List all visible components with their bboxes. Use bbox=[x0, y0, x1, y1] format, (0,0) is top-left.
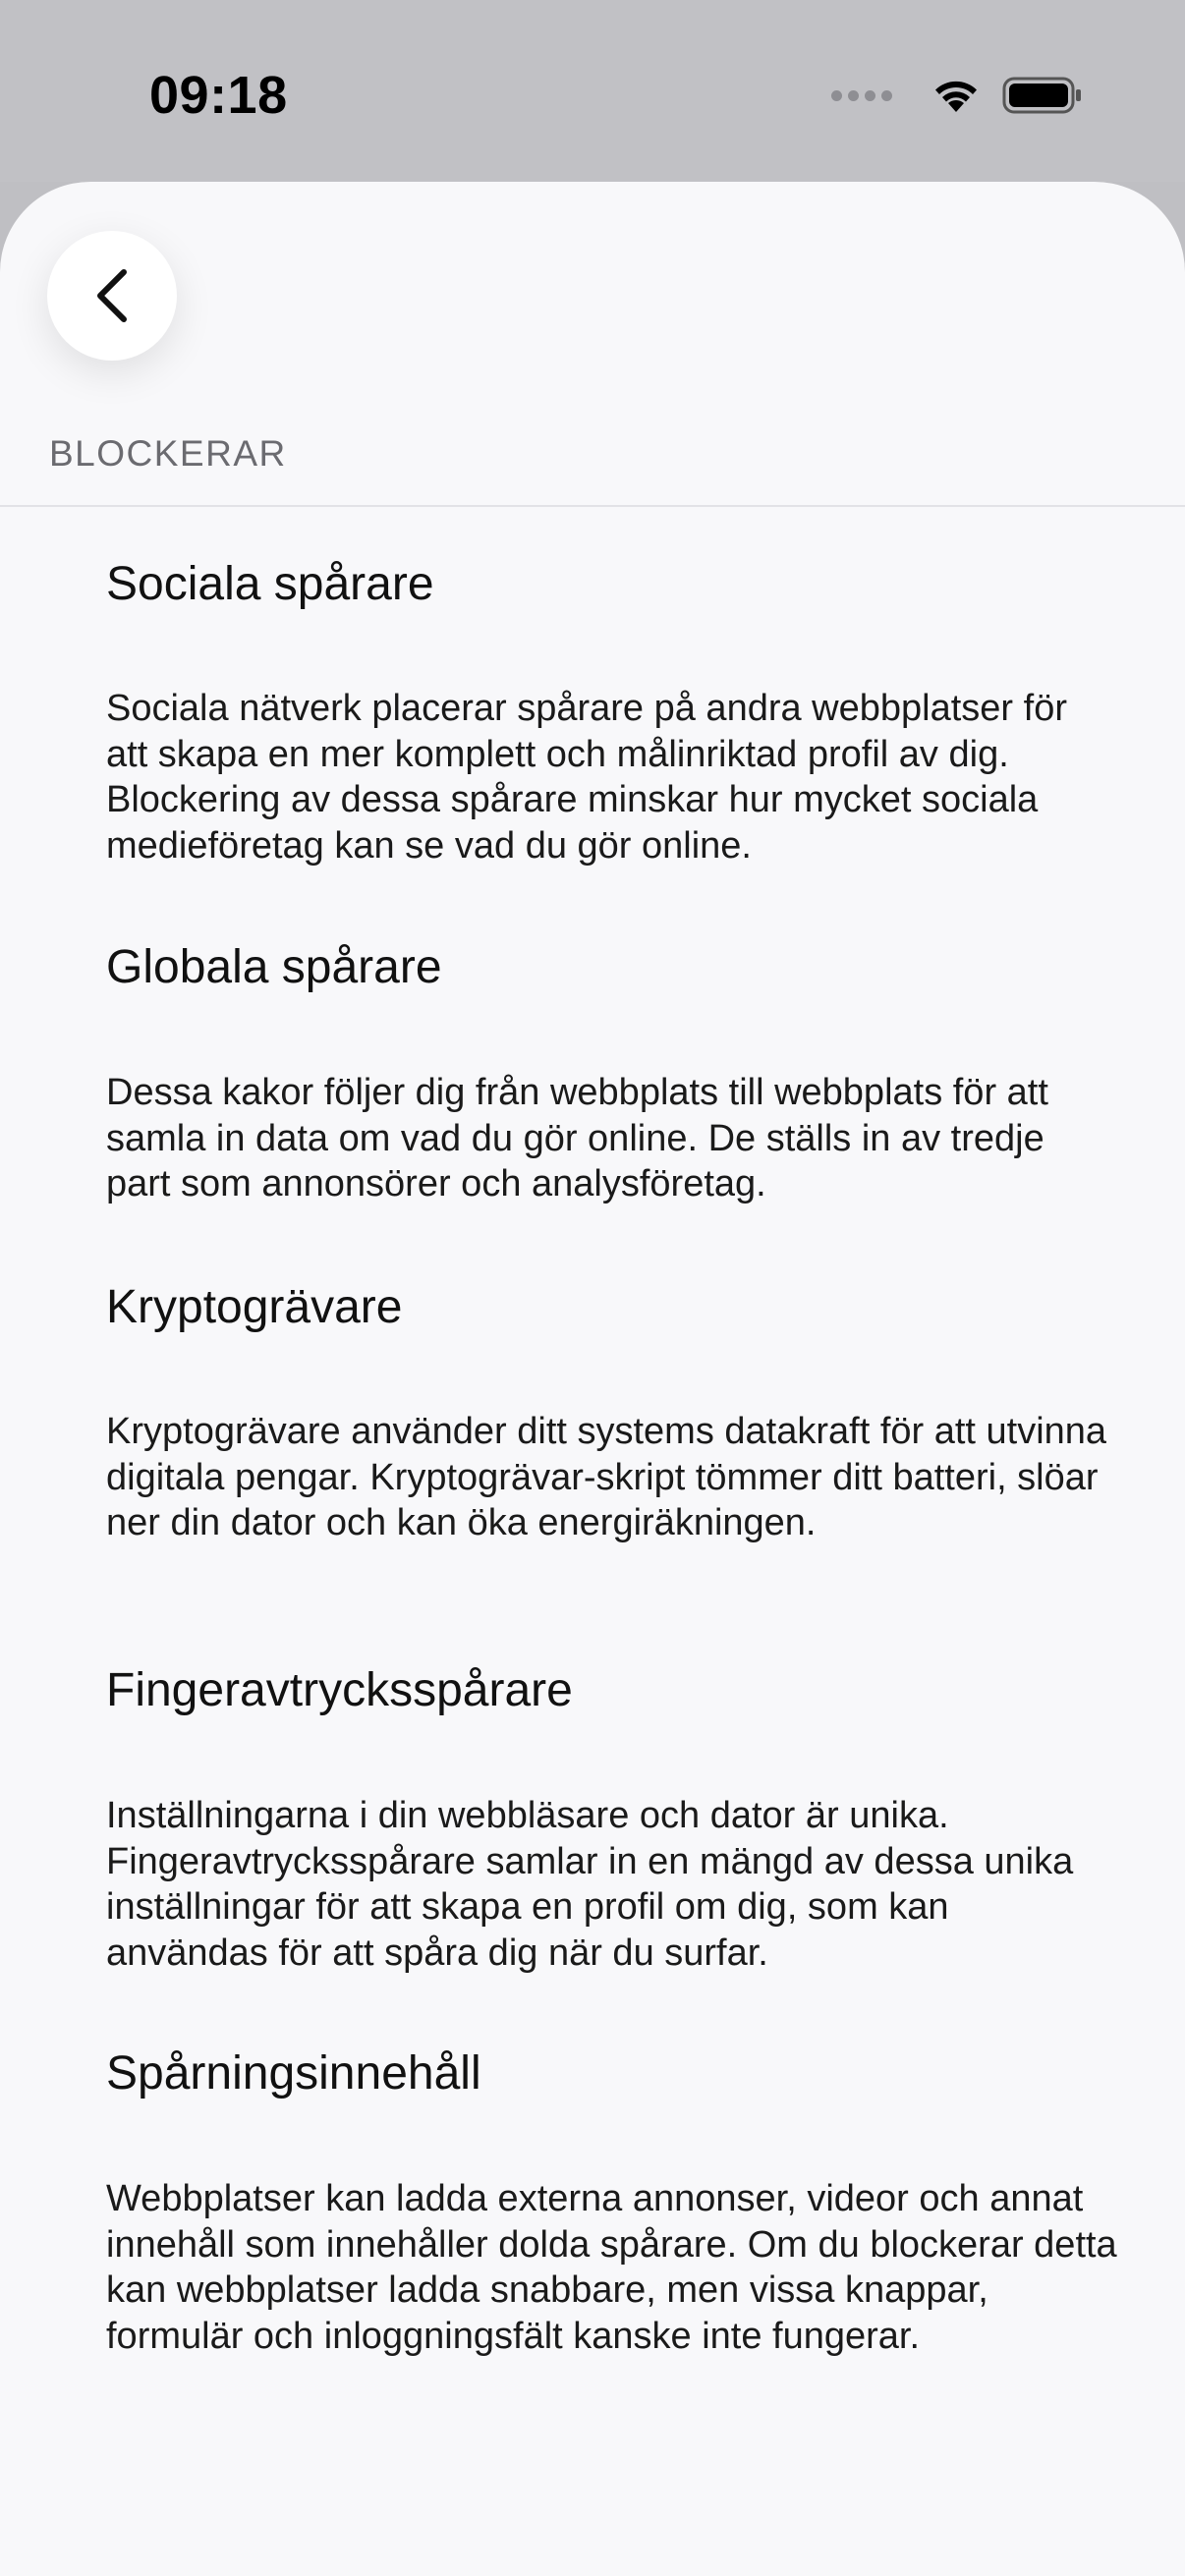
item-desc-tracking-content: Webbplatser kan ladda externa annonser, videor och annat innehåll som innehåller dolda spårare. Om du blockerar detta kan webbplatser ladda snabbare, men vissa knappar, formulär och inloggningsfält kanske inte fungerar. bbox=[106, 2178, 1117, 2357]
signal-dots-icon bbox=[831, 90, 898, 101]
status-icons bbox=[831, 71, 1083, 120]
item-title-tracking-content: Spårningsinnehåll bbox=[106, 2047, 481, 2100]
back-button[interactable] bbox=[47, 231, 177, 361]
wifi-icon bbox=[931, 77, 981, 114]
divider bbox=[0, 505, 1185, 507]
item-title-global-trackers: Globala spårare bbox=[106, 941, 442, 993]
item-title-social-trackers: Sociala spårare bbox=[106, 558, 434, 610]
item-title-fingerprinters: Fingeravtrycksspårare bbox=[106, 1664, 573, 1716]
item-desc-cryptominers: Kryptogrävare använder ditt systems datakraft för att utvinna digitala pengar. Kryptogrävar-skript tömmer ditt batteri, slöar ner din dator och kan öka energiräkningen. bbox=[106, 1411, 1107, 1543]
item-desc-social-trackers: Sociala nätverk placerar spårare på andra webbplatser för att skapa en mer komplett och målinriktad profil av dig. Blockering av dessa spårare minskar hur mycket sociala medieföretag kan se vad du gör online. bbox=[106, 688, 1067, 867]
status-bar bbox=[0, 0, 1185, 182]
item-desc-global-trackers: Dessa kakor följer dig från webbplats till webbplats för att samla in data om vad du gör online. De ställs in av tredje part som annonsörer och analysföretag. bbox=[106, 1072, 1048, 1204]
status-time: 09:18 bbox=[149, 66, 288, 125]
section-header: BLOCKERAR bbox=[49, 433, 287, 474]
item-desc-fingerprinters: Inställningarna i din webbläsare och dator är unika. Fingeravtrycksspårare samlar in en mängd av dessa unika inställningar för att skapa en profil om dig, som kan användas för att spåra dig när du surfar. bbox=[106, 1795, 1074, 1974]
battery-icon bbox=[1002, 76, 1083, 115]
content-sheet bbox=[0, 182, 1185, 2576]
chevron-left-icon bbox=[90, 266, 134, 325]
item-title-cryptominers: Kryptogrävare bbox=[106, 1281, 403, 1333]
